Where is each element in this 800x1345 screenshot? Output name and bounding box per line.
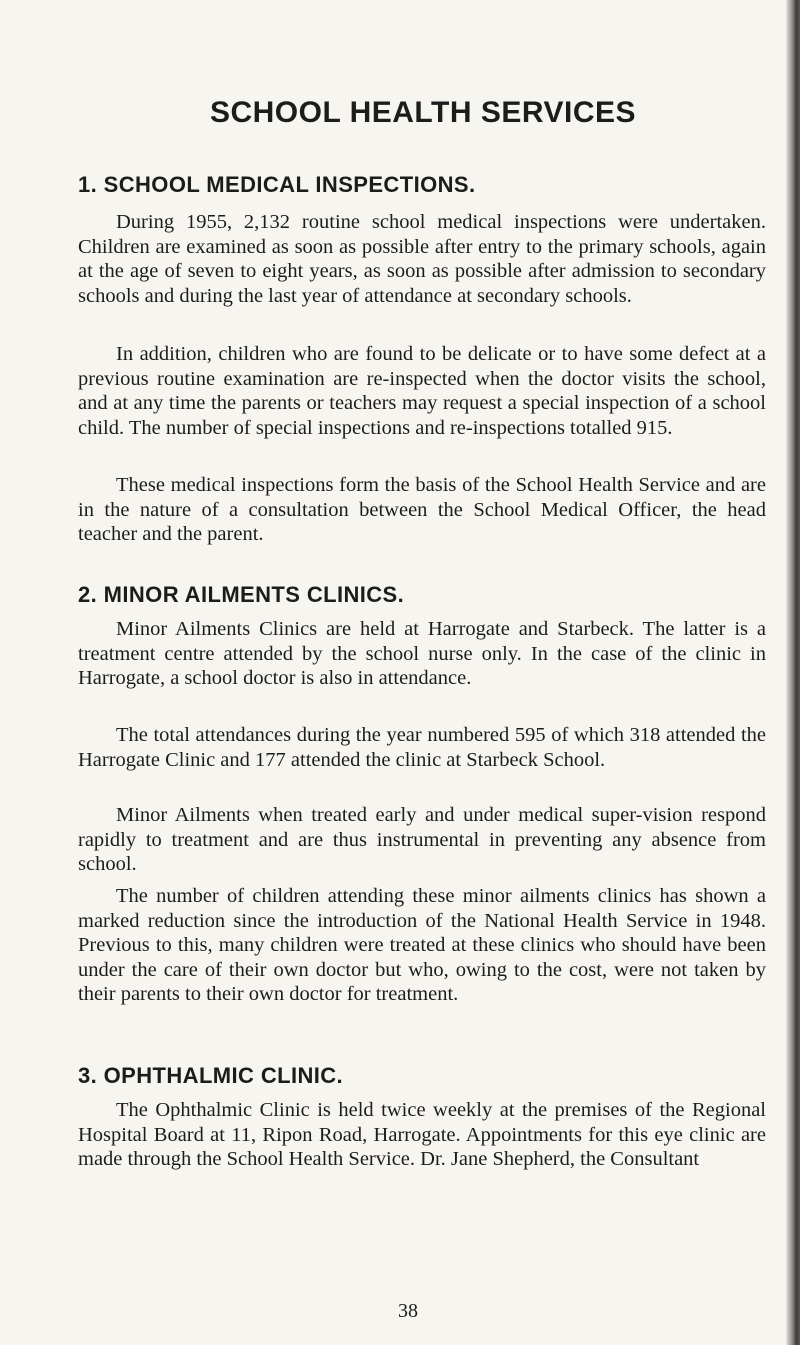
- section-heading-minor-ailments-clinics: 2. MINOR AILMENTS CLINICS.: [78, 582, 405, 607]
- paragraph: Minor Ailments when treated early and under medical super-vision respond rapidly to treatment and are thus instrumental in preventing any absence from school.: [78, 804, 766, 876]
- section-heading-ophthalmic-clinic: 3. OPHTHALMIC CLINIC.: [78, 1063, 344, 1088]
- page-edge-shadow: [786, 0, 800, 1345]
- paragraph: Minor Ailments Clinics are held at Harrogate and Starbeck. The latter is a treatment centre attended by the school nurse only. In the case of the clinic in Harrogate, a school doctor is also in attendance.: [78, 618, 766, 690]
- paragraph: The total attendances during the year numbered 595 of which 318 attended the Harrogate Clinic and 177 attended the clinic at Starbeck School.: [78, 724, 766, 771]
- page-title: SCHOOL HEALTH SERVICES: [209, 96, 637, 129]
- section-heading-school-medical-inspections: 1. SCHOOL MEDICAL INSPECTIONS.: [78, 172, 476, 197]
- paragraph: In addition, children who are found to be delicate or to have some defect at a previous routine examination are re-inspected when the doctor visits the school, and at any time the parents or teachers may request a special inspection of a school child. The number of special inspections and re-inspections totalled 915.: [78, 343, 766, 439]
- paragraph: The number of children attending these minor ailments clinics has shown a marked reduction since the introduction of the National Health Service in 1948. Previous to this, many children were treated at these clinics who should have been under the care of their own doctor but who, owing to the cost, were not taken by their parents to their own doctor for treatment.: [78, 885, 766, 1006]
- document-page: [78, 0, 768, 1345]
- page-number: 38: [398, 1300, 418, 1322]
- paragraph: During 1955, 2,132 routine school medical inspections were undertaken. Children are examined as soon as possible after entry to the primary schools, again at the age of seven to eight years, as soon as possible after admission to secondary schools and during the last year of attendance at secondary schools.: [78, 211, 766, 307]
- paragraph: The Ophthalmic Clinic is held twice weekly at the premises of the Regional Hospital Board at 11, Ripon Road, Harrogate. Appointments for this eye clinic are made through the School Health Service. Dr. Jane Shepherd, the Consultant: [78, 1099, 766, 1171]
- paragraph: These medical inspections form the basis of the School Health Service and are in the nature of a consultation between the School Medical Officer, the head teacher and the parent.: [78, 474, 766, 546]
